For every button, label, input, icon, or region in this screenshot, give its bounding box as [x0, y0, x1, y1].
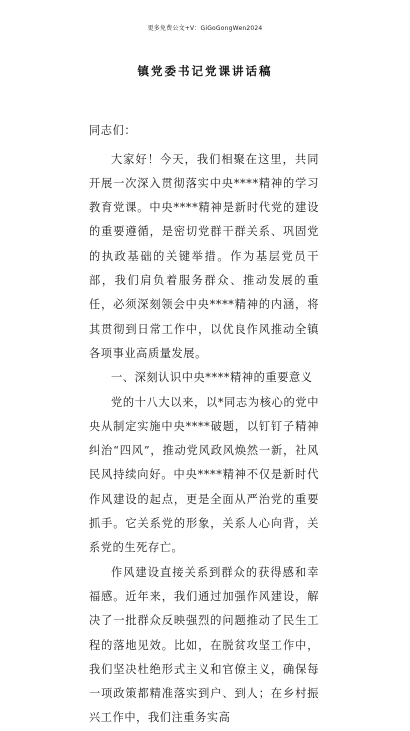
header-note: 更多免费公文+V：GiGoGongWen2024	[147, 25, 263, 32]
salutation: 同志们：	[89, 124, 137, 137]
document-title: 镇党委书记党课讲话稿	[137, 64, 273, 78]
paragraph-intro: 大家好！今天，我们相聚在这里，共同开展一次深入贯彻落实中央****精神的学习教育党课。中央****精神是新时代党的建设的重要遵循，是密切党群干群关系、巩固党的执政基础的关键举措。作为基层党员干部，我们肩负着服务群众、推动发展的重任，必须深刻领会中央****精神的内涵，将其贯彻到日常工作中，以优良作风推动全镇各项事业高质量发展。	[89, 152, 319, 360]
document-body	[89, 120, 319, 731]
paragraph-section-1-continued: 作风建设直接关系到群众的获得感和幸福感。近年来，我们通过加强作风建设，解决了一批群众反映强烈的问题推动了民生工程的落地见效。比如，在脱贫攻坚工作中，我们坚决杜绝形式主义和官僚主义，确保每一项政策都精准落实到户、到人；在乡村振兴工作中，我们注重务实高	[89, 565, 319, 725]
section-heading-1: 一、深刻认识中央****精神的重要意义	[111, 371, 313, 385]
paragraph-section-1: 党的十八大以来，以*同志为核心的党中央从制定实施中央****破题，以钉钉子精神纠治“四风”，推动党风政风焕然一新，社风民风持续向好。中央****精神不仅是新时代作风建设的起点，更是全面从严治党的重要抓手。它关系党的形象，关系人心向背，关系党的生死存亡。	[89, 395, 319, 555]
